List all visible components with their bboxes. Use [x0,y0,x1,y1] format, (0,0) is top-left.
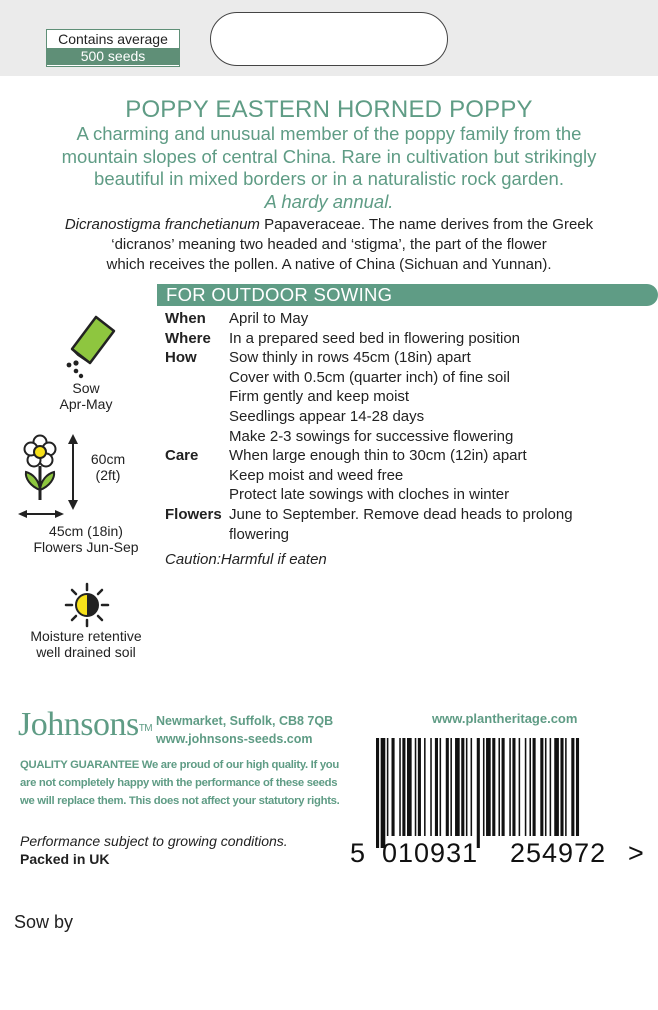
seed-count-value: 500 seeds [47,48,179,65]
instruction-text: April to May [229,310,309,327]
barcode-bar [466,738,468,836]
instruction-text: When large enough thin to 30cm (12in) apart [229,447,527,465]
latin-name: Dicranostigma franchetianum [64,216,260,233]
sowing-instructions [165,309,655,544]
trademark: TM [138,723,153,734]
instruction-text: June to September. Remove dead heads to prolong [229,505,573,523]
height-label-line: 60cm [90,451,126,467]
barcode-digit: 5 [350,838,366,868]
instruction-label: Where [165,329,211,347]
barcode-bar [571,738,574,836]
instruction-row [165,466,655,486]
barcode-bar [399,738,401,836]
quality-guarantee [20,756,350,811]
barcode-bar [483,738,485,836]
barcode-bar [545,738,547,836]
soil-label-line: Moisture retentive [30,628,142,644]
latin-family: Papaveraceae. The name derives from the Greek [259,216,594,233]
intro-hardy-line: A hardy annual. [264,190,394,212]
intro-line: A charming and unusual member of the poppy family from the [76,123,582,144]
spread-label-line: 45cm (18in) [49,523,123,539]
instruction-text: Seedlings appear 14-28 days [229,407,425,425]
instruction-row [165,407,655,427]
barcode-bar [486,738,491,836]
instruction-row [165,485,655,505]
caution-note [165,551,327,568]
instruction-row [165,525,655,545]
barcode-group: 010931 [382,838,479,868]
instruction-text: Firm gently and keep moist [229,388,410,406]
seed-count-label: Contains average [58,31,168,47]
instruction-text: In a prepared seed bed in flowering position [229,329,521,347]
instruction-label: When [165,310,206,327]
instruction-row [165,368,655,388]
spread-label [16,523,156,555]
barcode-bar [525,738,527,836]
instruction-row [165,329,655,349]
soil-label [16,628,156,660]
barcode-bar [576,738,579,836]
instruction-row [165,446,655,466]
guarantee-line: QUALITY GUARANTEE We are proud of our high quality. If you [20,759,340,771]
instruction-row [165,309,655,329]
instruction-row [165,427,655,447]
barcode-bar [415,738,417,836]
barcode-bar [529,738,531,836]
barcode-bar [407,738,412,836]
instruction-text: Sow thinly in rows 45cm (18in) apart [229,349,471,367]
section-heading: FOR OUTDOOR SOWING [166,284,393,305]
instruction-label: Flowers [165,505,222,523]
barcode-bar [392,738,395,836]
latin-line: which receives the pollen. A native of China (Sichuan and Yunnan). [106,256,552,273]
instruction-row [165,348,655,368]
barcode-bar [492,738,495,836]
caution-text: Harmful if eaten [220,551,327,568]
barcode-bar [430,738,432,836]
height-label [88,451,128,483]
soil-label-line: well drained soil [36,644,136,660]
logo-text: Johnsons [18,706,139,743]
barcode-bar [512,738,515,836]
packet-window [210,12,448,66]
barcode-bar [509,738,511,836]
sow-label-line: Apr-May [59,396,113,412]
barcode-bar [498,738,500,836]
section-heading-band [157,284,658,306]
intro-line: mountain slopes of central China. Rare in cultivation but strikingly [61,145,597,167]
barcode-bar [565,738,567,836]
barcode-bar [376,738,379,848]
instruction-label: Care [165,447,199,465]
barcode-bar [477,738,480,848]
seed-count-box [46,29,180,67]
intro-text [20,123,638,213]
plant-heritage-link[interactable]: www.plantheritage.com [432,711,578,726]
barcode [346,738,646,868]
flower-height-icon [18,434,86,520]
latin-line [20,215,638,235]
barcode-bar [381,738,386,848]
instruction-text: Make 2-3 sowings for successive flowering [229,427,514,445]
barcode-bar [446,738,449,836]
instruction-text: Protect late sowings with cloches in winter [229,486,510,504]
instruction-label: How [165,349,197,367]
guarantee-line: we will replace them. This does not affect your statutory rights. [20,795,340,808]
barcode-bar [533,738,536,836]
barcode-group: 254972 [510,838,607,868]
barcode-bar [540,738,543,836]
brand-address [156,712,333,748]
botanical-description [20,215,638,275]
instruction-row [165,387,655,407]
instruction-row [165,505,655,525]
barcode-arrow: > [628,838,644,868]
barcode-bar [550,738,552,836]
website-link[interactable]: www.johnsons-seeds.com [156,732,313,746]
barcode-bar [418,738,421,836]
barcode-bar [519,738,521,836]
sow-by-label: Sow by [14,912,74,932]
guarantee-line: are not completely happy with the performance of these seeds [20,777,338,790]
page-title: POPPY EASTERN HORNED POPPY [125,96,533,123]
barcode-bar [440,738,442,836]
sow-label-line: Sow [72,380,100,396]
barcode-bar [471,738,473,836]
latin-line: ‘dicranos’ meaning two headed and ‘stigma’, the part of the flower [111,236,547,253]
johnsons-logo [18,706,152,744]
barcode-bar [455,738,460,836]
seed-packet-icon [52,313,118,381]
address-text: Newmarket, Suffolk, CB8 7QB [156,714,334,728]
height-label-line: (2ft) [95,467,121,483]
barcode-bar [424,738,426,836]
intro-line: beautiful in mixed borders or in a naturalistic rock garden. [94,168,564,189]
performance-text: Performance subject to growing conditions. [20,833,288,849]
barcode-bar [402,738,405,836]
barcode-bar [502,738,505,836]
instruction-text: Keep moist and weed free [229,466,404,484]
instruction-text: Cover with 0.5cm (quarter inch) of fine soil [229,368,510,386]
performance-note [20,832,288,868]
instruction-text: flowering [229,525,290,543]
caution-label: Caution: [165,551,221,568]
barcode-bar [435,738,438,836]
barcode-bar [450,738,452,836]
barcode-bar [387,738,389,836]
packed-text: Packed in UK [20,851,110,867]
barcode-bar [554,738,559,836]
spread-label-line: Flowers Jun-Sep [33,539,139,555]
barcode-bar [560,738,563,836]
sow-label [46,380,126,412]
barcode-bar [461,738,464,836]
sun-shade-icon [62,582,112,628]
